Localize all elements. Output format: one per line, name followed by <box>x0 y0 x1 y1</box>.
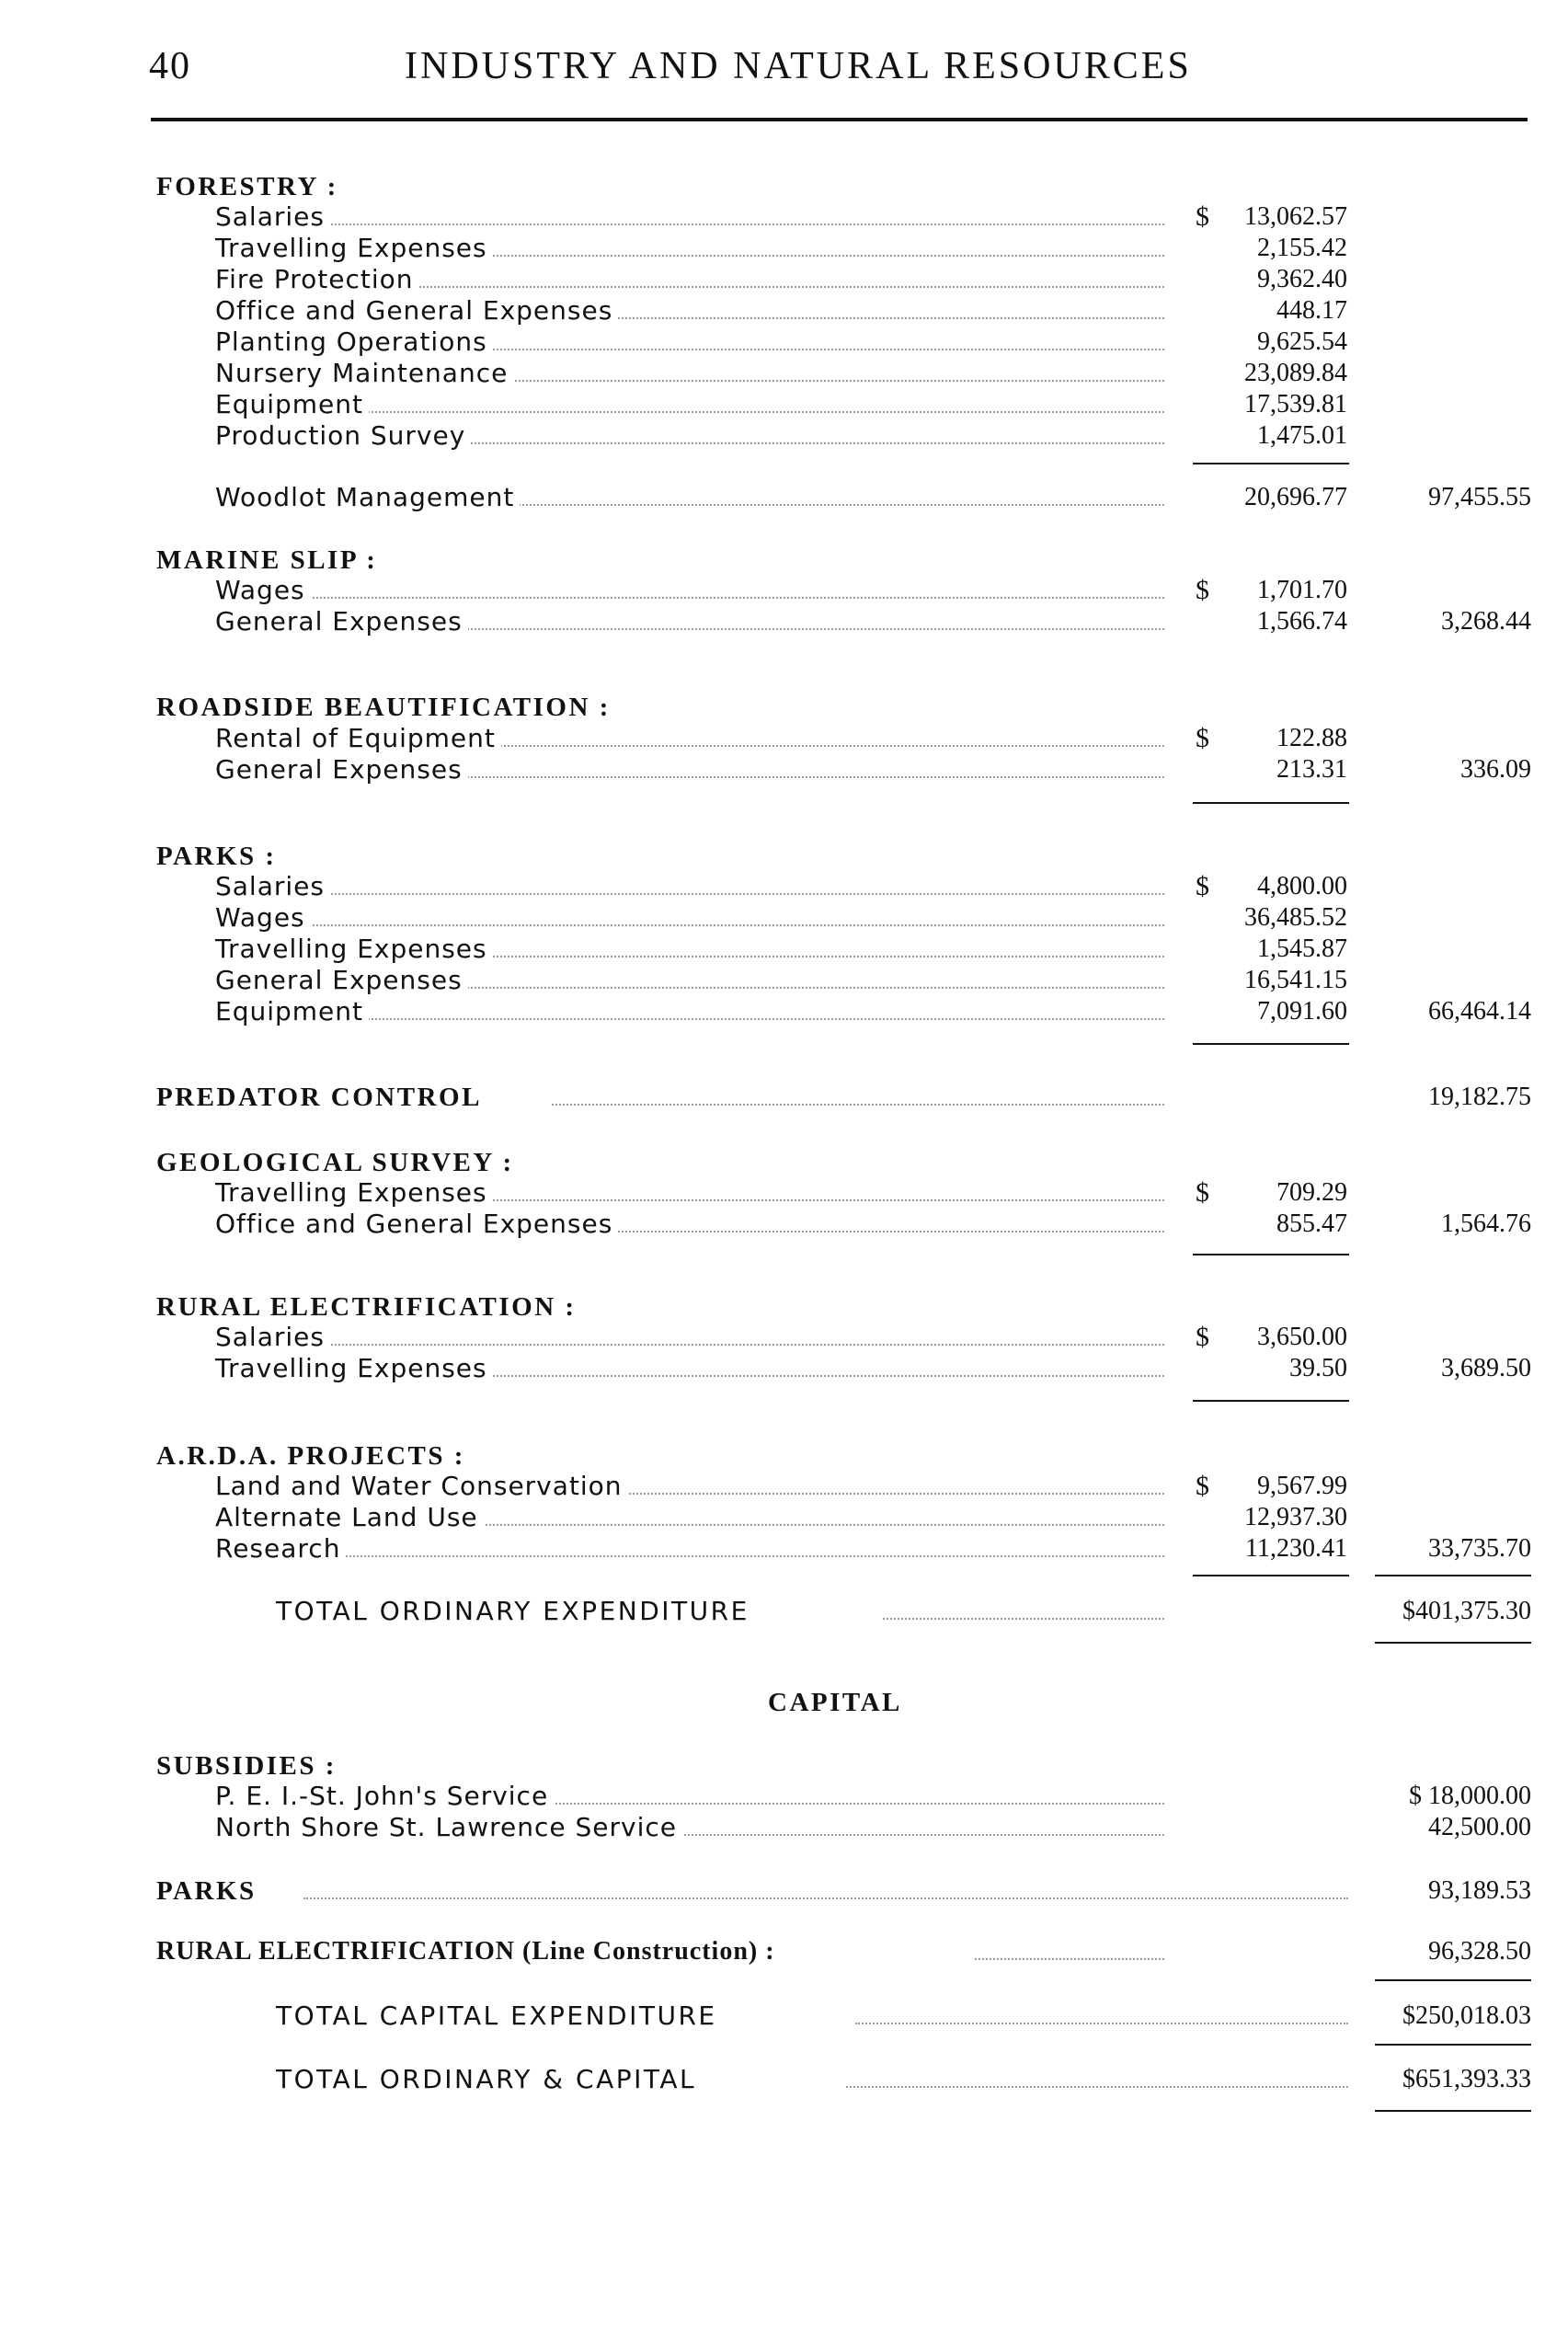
roadside-rental-row <box>0 723 1568 754</box>
capital-parks-row <box>0 1875 1568 1907</box>
dot-leader <box>855 2023 1348 2024</box>
arda-research-amount: 11,230.41 <box>1245 1534 1347 1563</box>
arda-heading-row <box>0 1440 1568 1472</box>
subtotal-rule <box>1193 1400 1349 1402</box>
roadside-total: 336.09 <box>1460 755 1531 784</box>
forestry-nursery-row <box>0 358 1568 389</box>
rural-travelling-label: Travelling Expenses <box>215 1353 493 1384</box>
geological-total: 1,564.76 <box>1441 1209 1531 1238</box>
forestry-heading: FORESTRY : <box>156 171 344 202</box>
forestry-production-amount: 1,475.01 <box>1257 421 1347 450</box>
total-ordinary-label: TOTAL ORDINARY EXPENDITURE <box>276 1596 755 1627</box>
forestry-fire-amount: 9,362.40 <box>1257 265 1347 293</box>
roadside-heading: ROADSIDE BEAUTIFICATION : <box>156 692 616 723</box>
dot-leader <box>883 1618 1164 1620</box>
geological-travelling-amount: 709.29 <box>1276 1178 1347 1207</box>
subsidies-north-amount: 42,500.00 <box>1428 1813 1531 1841</box>
geological-travelling-row <box>0 1177 1568 1209</box>
predator-row <box>0 1082 1568 1113</box>
parks-general-label: General Expenses <box>215 965 468 996</box>
marine-wages-label: Wages <box>215 575 311 606</box>
forestry-planting-row <box>0 327 1568 358</box>
parks-travelling-label: Travelling Expenses <box>215 934 493 965</box>
subsidies-pei-label: P. E. I.-St. John's Service <box>215 1781 554 1812</box>
rural-salaries-label: Salaries <box>215 1322 330 1353</box>
predator-heading: PREDATOR CONTROL <box>156 1082 487 1113</box>
roadside-rental-amount: 122.88 <box>1276 724 1347 752</box>
subsidies-north-row <box>0 1812 1568 1843</box>
subsidies-pei-amount: $ 18,000.00 <box>1409 1782 1531 1810</box>
total-ordinary-amount: $401,375.30 <box>1402 1597 1531 1625</box>
rural-total: 3,689.50 <box>1441 1354 1531 1382</box>
parks-salaries-row <box>0 871 1568 902</box>
parks-salaries-amount: 4,800.00 <box>1257 872 1347 900</box>
parks-equipment-amount: 7,091.60 <box>1257 997 1347 1026</box>
subsidies-pei-row <box>0 1781 1568 1812</box>
marine-wages-amount: 1,701.70 <box>1257 576 1347 604</box>
parks-wages-label: Wages <box>215 902 311 934</box>
forestry-woodlot-amount: 20,696.77 <box>1244 483 1347 511</box>
geological-office-label: Office and General Expenses <box>215 1209 618 1240</box>
forestry-total: 97,455.55 <box>1428 483 1531 511</box>
total-rule <box>1375 1575 1531 1576</box>
capital-rural-amount: 96,328.50 <box>1428 1937 1531 1966</box>
total-rule <box>1375 1979 1531 1981</box>
arda-heading: A.R.D.A. PROJECTS : <box>156 1440 471 1472</box>
forestry-equipment-row <box>0 389 1568 420</box>
forestry-salaries-amount: 13,062.57 <box>1244 202 1347 231</box>
dot-leader <box>217 924 1164 926</box>
geological-travelling-label: Travelling Expenses <box>215 1177 493 1209</box>
total-all-row <box>0 2064 1568 2095</box>
marine-general-row <box>0 606 1568 637</box>
currency-sign: $ <box>1196 201 1209 232</box>
total-all-label: TOTAL ORDINARY & CAPITAL <box>276 2064 702 2095</box>
arda-alternate-label: Alternate Land Use <box>215 1502 484 1533</box>
subtotal-rule <box>1193 1043 1349 1045</box>
subtotal-rule <box>1193 1254 1349 1255</box>
roadside-rental-label: Rental of Equipment <box>215 723 501 754</box>
total-all-amount: $651,393.33 <box>1402 2065 1531 2093</box>
dot-leader <box>552 1104 1164 1106</box>
marine-total: 3,268.44 <box>1441 607 1531 636</box>
forestry-planting-label: Planting Operations <box>215 327 493 358</box>
predator-total: 19,182.75 <box>1428 1083 1531 1111</box>
rural-travelling-row <box>0 1353 1568 1384</box>
forestry-office-row <box>0 295 1568 327</box>
currency-sign: $ <box>1196 871 1209 901</box>
rural-travelling-amount: 39.50 <box>1289 1354 1347 1382</box>
parks-total: 66,464.14 <box>1428 997 1531 1026</box>
arda-alternate-row <box>0 1502 1568 1533</box>
total-capital-label: TOTAL CAPITAL EXPENDITURE <box>276 2000 723 2032</box>
parks-general-amount: 16,541.15 <box>1244 966 1347 994</box>
rural-salaries-amount: 3,650.00 <box>1257 1323 1347 1351</box>
forestry-travelling-amount: 2,155.42 <box>1257 234 1347 262</box>
arda-land-label: Land and Water Conservation <box>215 1471 628 1502</box>
parks-equipment-label: Equipment <box>215 996 369 1027</box>
currency-sign: $ <box>1196 1322 1209 1352</box>
subtotal-rule <box>1193 802 1349 804</box>
subtotal-rule <box>1193 1575 1349 1576</box>
parks-wages-row <box>0 902 1568 934</box>
total-capital-row <box>0 2000 1568 2032</box>
parks-equipment-row <box>0 996 1568 1027</box>
dot-leader <box>217 1344 1164 1346</box>
dot-leader <box>975 1958 1164 1960</box>
rural-heading: RURAL ELECTRIFICATION : <box>156 1291 582 1323</box>
forestry-office-label: Office and General Expenses <box>215 295 618 327</box>
forestry-fire-label: Fire Protection <box>215 264 419 295</box>
rural-heading-row <box>0 1291 1568 1323</box>
parks-heading-row <box>0 841 1568 872</box>
dot-leader <box>217 893 1164 895</box>
forestry-fire-row <box>0 264 1568 295</box>
currency-sign: $ <box>1196 1177 1209 1208</box>
subsidies-north-label: North Shore St. Lawrence Service <box>215 1812 682 1843</box>
forestry-equipment-amount: 17,539.81 <box>1244 390 1347 418</box>
capital-heading: CAPITAL <box>768 1687 908 1718</box>
parks-general-row <box>0 965 1568 996</box>
forestry-salaries-row <box>0 201 1568 233</box>
parks-salaries-label: Salaries <box>215 871 330 902</box>
forestry-woodlot-row <box>0 482 1568 513</box>
geological-office-row <box>0 1209 1568 1240</box>
marine-wages-row <box>0 575 1568 606</box>
geological-office-amount: 855.47 <box>1276 1209 1347 1238</box>
page-title: INDUSTRY AND NATURAL RESOURCES <box>405 45 1192 87</box>
currency-sign: $ <box>1196 1471 1209 1501</box>
total-ordinary-row <box>0 1596 1568 1627</box>
roadside-general-label: General Expenses <box>215 754 468 785</box>
forestry-nursery-amount: 23,089.84 <box>1244 359 1347 387</box>
rural-salaries-row <box>0 1322 1568 1353</box>
arda-total: 33,735.70 <box>1428 1534 1531 1563</box>
subsidies-heading: SUBSIDIES : <box>156 1750 342 1782</box>
header-rule <box>151 118 1528 121</box>
subtotal-rule <box>1193 463 1349 464</box>
capital-parks-amount: 93,189.53 <box>1428 1876 1531 1905</box>
forestry-heading-row <box>0 171 1568 202</box>
parks-wages-amount: 36,485.52 <box>1244 903 1347 932</box>
dot-leader <box>846 2086 1348 2088</box>
capital-heading-row <box>0 1687 1568 1718</box>
total-capital-amount: $250,018.03 <box>1402 2001 1531 2030</box>
arda-research-row <box>0 1533 1568 1565</box>
capital-rural-label: RURAL ELECTRIFICATION (Line Construction) : <box>156 1936 781 1967</box>
forestry-production-row <box>0 420 1568 452</box>
dot-leader <box>303 1897 1348 1899</box>
forestry-woodlot-label: Woodlot Management <box>215 482 520 513</box>
arda-alternate-amount: 12,937.30 <box>1244 1503 1347 1531</box>
forestry-travelling-row <box>0 233 1568 264</box>
forestry-travelling-label: Travelling Expenses <box>215 233 493 264</box>
total-rule <box>1375 1642 1531 1644</box>
arda-research-label: Research <box>215 1533 346 1565</box>
dot-leader <box>217 224 1164 225</box>
marine-heading: MARINE SLIP : <box>156 545 383 576</box>
total-rule <box>1375 2110 1531 2112</box>
total-rule <box>1375 2044 1531 2046</box>
roadside-general-amount: 213.31 <box>1276 755 1347 784</box>
roadside-general-row <box>0 754 1568 785</box>
dot-leader <box>217 597 1164 599</box>
currency-sign: $ <box>1196 575 1209 605</box>
parks-travelling-amount: 1,545.87 <box>1257 934 1347 963</box>
page-number: 40 <box>149 45 191 87</box>
forestry-equipment-label: Equipment <box>215 389 369 420</box>
geological-heading-row <box>0 1147 1568 1178</box>
marine-general-label: General Expenses <box>215 606 468 637</box>
roadside-heading-row <box>0 692 1568 723</box>
marine-general-amount: 1,566.74 <box>1257 607 1347 636</box>
arda-land-amount: 9,567.99 <box>1257 1472 1347 1500</box>
currency-sign: $ <box>1196 723 1209 753</box>
geological-heading: GEOLOGICAL SURVEY : <box>156 1147 520 1178</box>
forestry-salaries-label: Salaries <box>215 201 330 233</box>
parks-heading: PARKS : <box>156 841 282 872</box>
marine-heading-row <box>0 545 1568 576</box>
parks-travelling-row <box>0 934 1568 965</box>
forestry-nursery-label: Nursery Maintenance <box>215 358 513 389</box>
forestry-office-amount: 448.17 <box>1276 296 1347 325</box>
forestry-production-label: Production Survey <box>215 420 471 452</box>
forestry-planting-amount: 9,625.54 <box>1257 327 1347 356</box>
capital-parks-label: PARKS <box>156 1875 262 1907</box>
arda-land-row <box>0 1471 1568 1502</box>
subsidies-heading-row <box>0 1750 1568 1782</box>
capital-rural-row <box>0 1936 1568 1967</box>
dot-leader <box>217 1555 1164 1557</box>
